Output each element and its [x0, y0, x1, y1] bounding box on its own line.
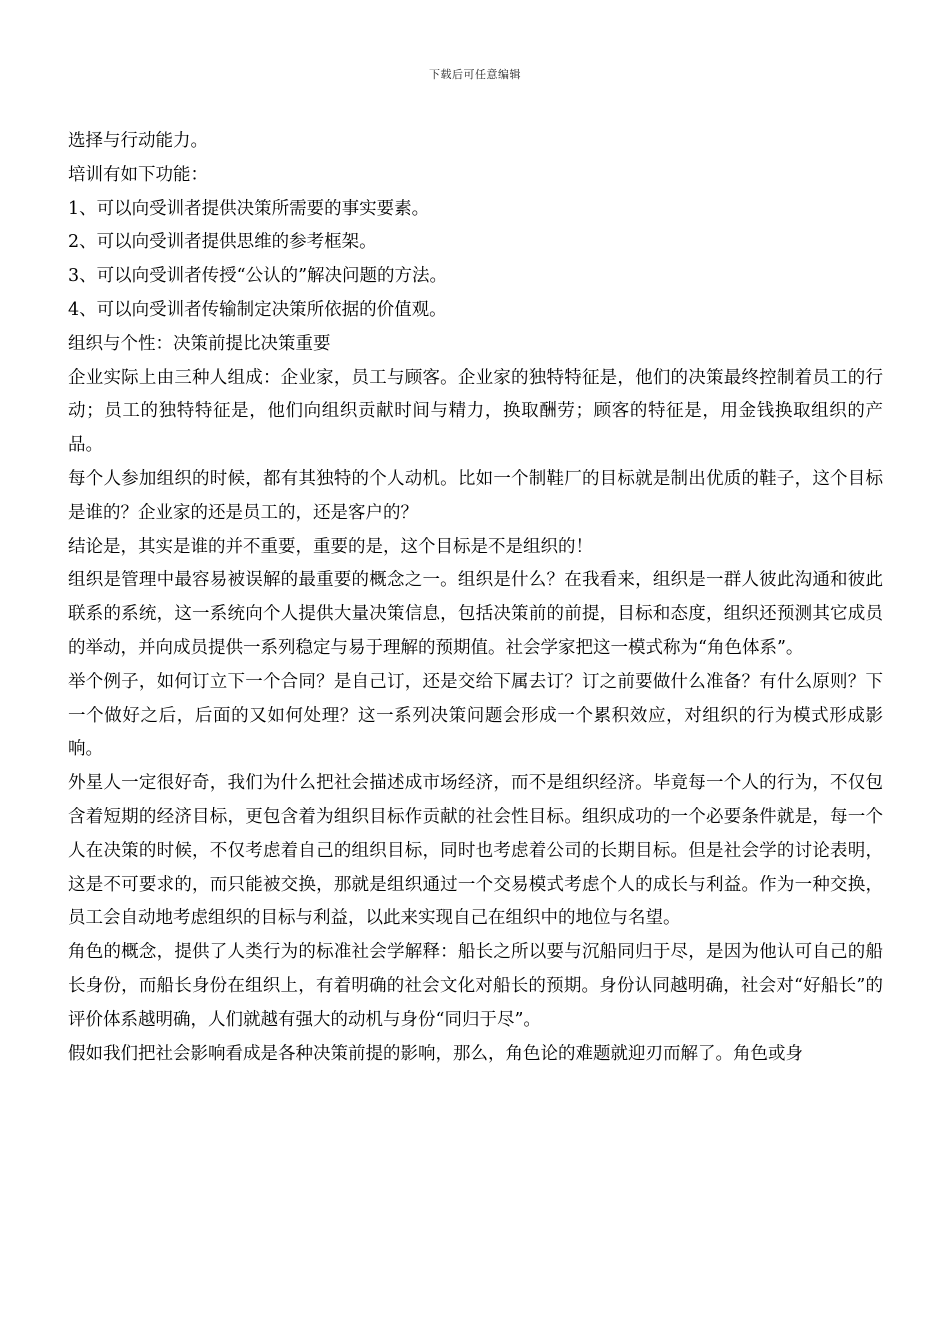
paragraph: 企业实际上由三种人组成：企业家，员工与顾客。企业家的独特特征是，他们的决策最终控制着员工的行动；员工的独特特征是，他们向组织贡献时间与精力，换取酬劳；顾客的特征是，用金钱换取组织的产品。 — [68, 367, 883, 456]
paragraph: 举个例子，如何订立下一个合同？是自己订，还是交给下属去订？订之前要做什么准备？有什么原则？下一个做好之后，后面的又如何处理？这一系列决策问题会形成一个累积效应，对组织的行为模式形成影响。 — [68, 671, 883, 760]
paragraph: 选择与行动能力。 — [68, 131, 208, 151]
list-item: 2、可以向受训者提供思维的参考框架。 — [68, 232, 377, 253]
paragraph: 组织是管理中最容易被误解的最重要的概念之一。组织是什么？在我看来，组织是一群人彼此沟通和彼此联系的系统，这一系统向个人提供大量决策信息，包括决策前的前提，目标和态度，组织还预测其它成员的举动，并向成员提供一系列稳定与易于理解的预期值。社会学家把这一模式称为“角色体系”。 — [68, 570, 883, 658]
list-item: 1、可以向受训者提供决策所需要的事实要素。 — [68, 198, 430, 219]
section-heading: 组织与个性：决策前提比决策重要 — [68, 333, 331, 354]
document-body — [68, 125, 883, 1071]
paragraph: 角色的概念，提供了人类行为的标准社会学解释：船长之所以要与沉船同归于尽，是因为他认可自己的船长身份，而船长身份在组织上，有着明确的社会文化对船长的预期。身份认同越明确，社会对“好船长”的评价体系越明确，人们就越有强大的动机与身份“同归于尽”。 — [68, 942, 883, 1030]
paragraph: 外星人一定很好奇，我们为什么把社会描述成市场经济，而不是组织经济。毕竟每一个人的行为，不仅包含着短期的经济目标，更包含着为组织目标作贡献的社会性目标。组织成功的一个必要条件就是，每一个人在决策的时候，不仅考虑着自己的组织目标，同时也考虑着公司的长期目标。但是社会学的讨论表明，这是不可要求的，而只能被交换，那就是组织通过一个交易模式考虑个人的成长与利益。作为一种交换，员工会自动地考虑组织的目标与利益，以此来实现自己在组织中的地位与名望。 — [68, 773, 883, 929]
paragraph: 假如我们把社会影响看成是各种决策前提的影响，那么，角色论的难题就迎刃而解了。角色或身 — [68, 1043, 803, 1064]
paragraph: 培训有如下功能： — [68, 164, 208, 185]
list-item: 4、可以向受训者传输制定决策所依据的价值观。 — [68, 299, 447, 320]
list-item: 3、可以向受训者传授“公认的”解决问题的方法。 — [68, 266, 448, 287]
paragraph: 每个人参加组织的时候，都有其独特的个人动机。比如一个制鞋厂的目标就是制出优质的鞋子，这个目标是谁的？企业家的还是员工的，还是客户的？ — [68, 468, 883, 523]
page-header: 下载后可任意编辑 — [429, 68, 521, 81]
paragraph: 结论是，其实是谁的并不重要，重要的是，这个目标是不是组织的！ — [68, 536, 593, 557]
